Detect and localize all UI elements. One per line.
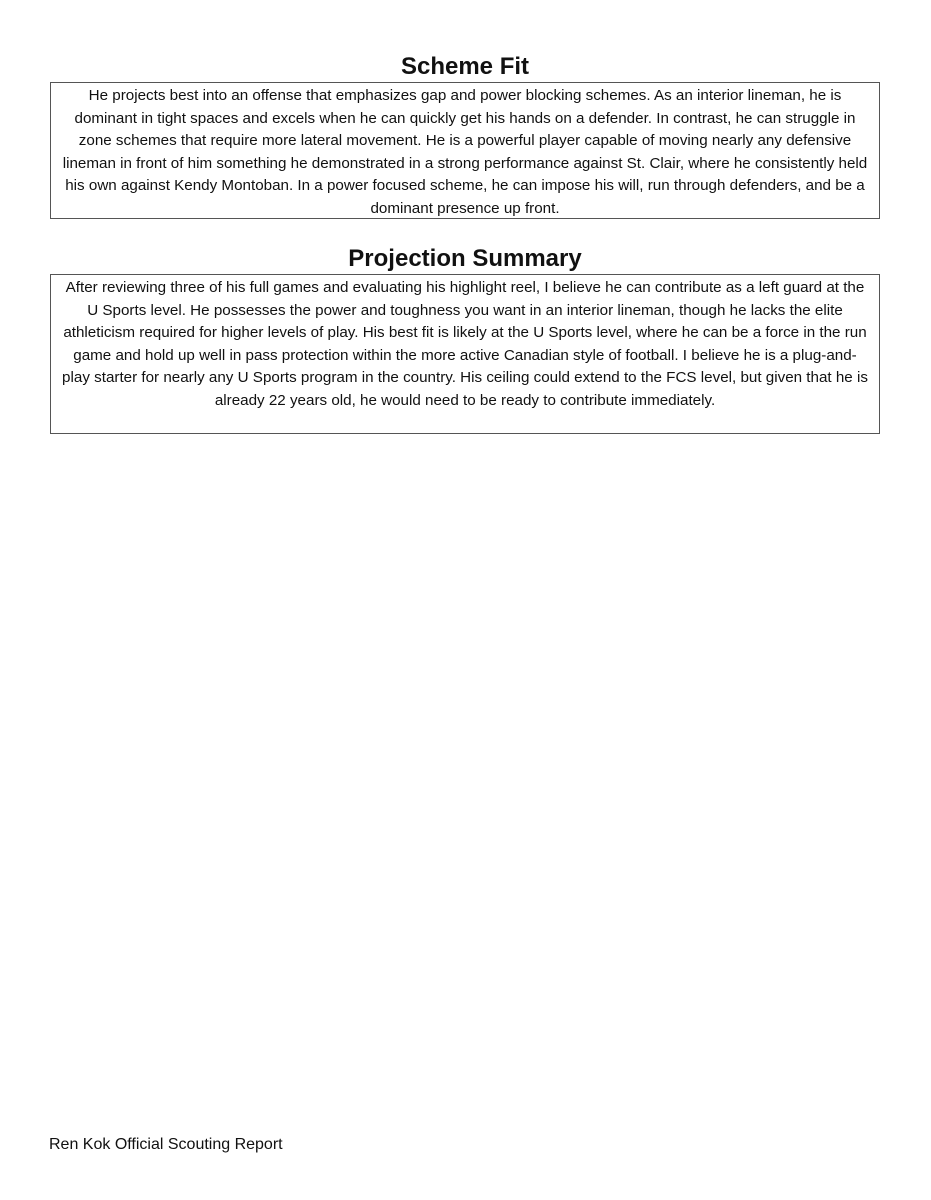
scheme-fit-box <box>50 82 880 219</box>
scheme-fit-text: He projects best into an offense that emphasizes gap and power blocking schemes. As an interior lineman, he is dominant in tight spaces and excels when he can quickly get his hands on a defender. In contrast, he can struggle in zone schemes that require more lateral movement. He is a powerful player capable of moving nearly any defensive lineman in front of him something he demonstrated in a strong performance against St. Clair, where he consistently held his own against Kendy Montoban. In a power focused scheme, he can impose his will, run through defenders, and be a dominant presence up front. <box>62 87 868 217</box>
report-footer: Ren Kok Official Scouting Report <box>49 1136 283 1153</box>
scheme-fit-title: Scheme Fit <box>400 53 530 80</box>
projection-summary-section <box>50 244 880 434</box>
projection-summary-title: Projection Summary <box>348 245 582 272</box>
projection-summary-box <box>50 274 880 434</box>
scheme-fit-section <box>50 52 880 219</box>
projection-summary-text: After reviewing three of his full games and evaluating his highlight reel, I believe he can contribute as a left guard at the U Sports level. He possesses the power and toughness you want in an interior lineman, though he lacks the elite athleticism required for higher levels of play. His best fit is likely at the U Sports level, where he can be a force in the run game and hold up well in pass protection within the more active Canadian style of football. I believe he is a plug-and-play starter for nearly any U Sports program in the country. His ceiling could extend to the FCS level, but given that he is already 22 years old, he would need to be ready to contribute immediately. <box>62 279 868 409</box>
